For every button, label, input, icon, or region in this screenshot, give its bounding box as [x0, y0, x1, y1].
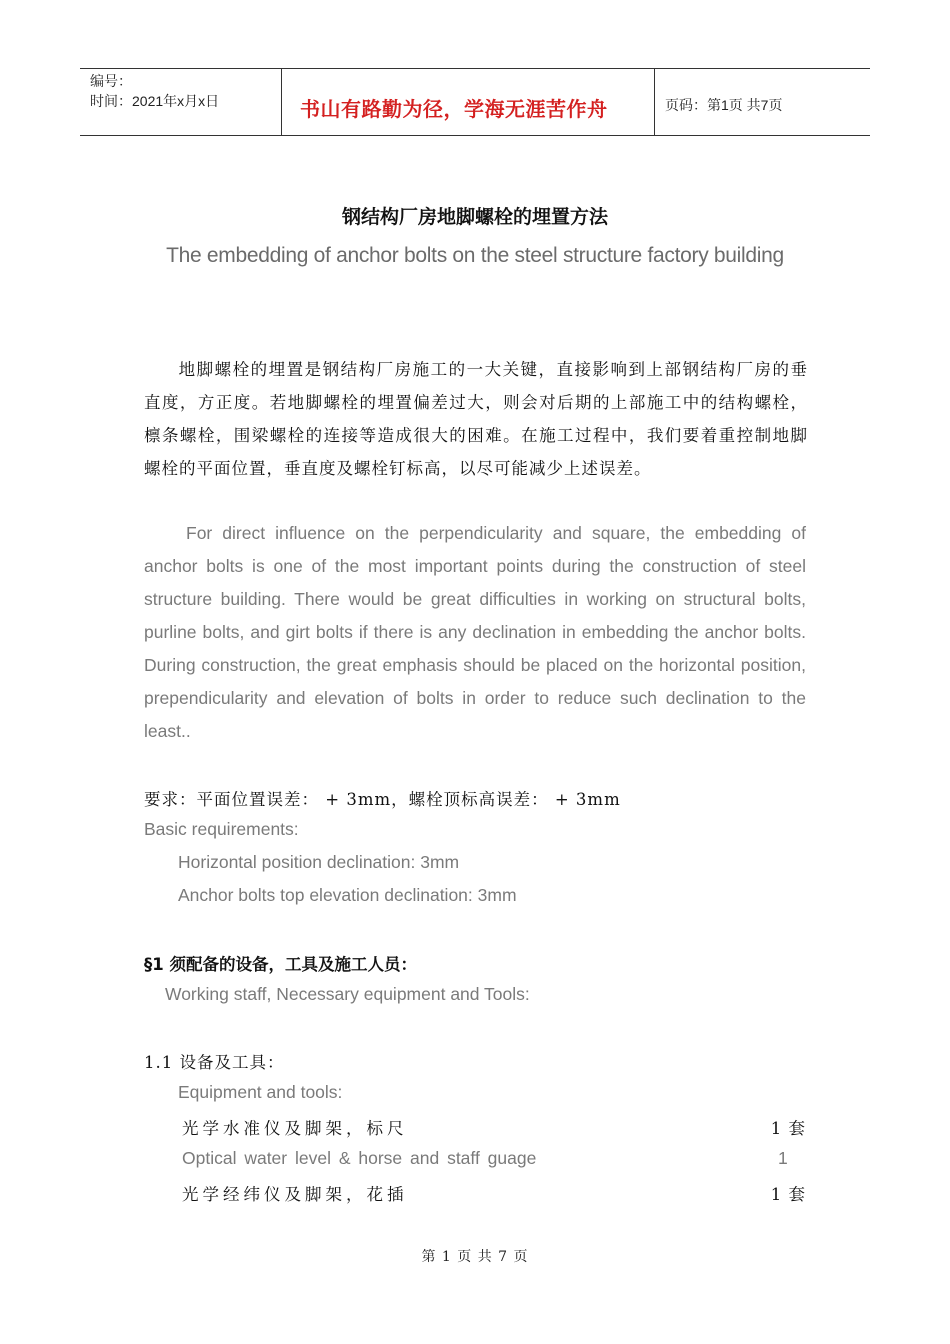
equipment-item-qty: 1: [778, 1148, 788, 1168]
number-label: 编号：: [90, 73, 132, 89]
intro-paragraph-cn: 地脚螺栓的埋置是钢结构厂房施工的一大关键，直接影响到上部钢结构厂房的垂直度，方正度。若地脚螺栓的埋置偏差过大，则会对后期的上部施工中的结构螺栓，檩条螺栓，围梁螺栓的连接等造成很大的困难。在施工过程中，我们要着重控制地脚螺栓的平面位置，垂直度及螺栓钉标高，以尽可能减少上述误差。: [144, 360, 808, 478]
intro-paragraph-en: For direct influence on the perpendicularity and square, the embedding of anchor bolts is one of the most important points during the construction of steel structure building. There would be great difficulties in working on structural bolts, purline bolts, and girt bolts if there is any declination in embedding the anchor bolts. During construction, the great emphasis should be placed on the horizontal position, prependicularity and elevation of bolts in order to reduce such declination to the least..: [144, 523, 806, 741]
page-info: 页码：第1页 共7页: [665, 97, 783, 113]
requirement-item: Anchor bolts top elevation declination: 3mm: [178, 885, 517, 905]
motto-text: 书山有路勤为径，学海无涯苦作舟: [300, 97, 608, 121]
equipment-item-name: 光学经纬仪及脚架，花插: [182, 1185, 408, 1204]
document-title-en: The embedding of anchor bolts on the steel structure factory building: [166, 244, 784, 267]
section-1-title-cn: §1 须配备的设备，工具及施工人员：: [144, 955, 417, 974]
equipment-item-qty: 1 套: [770, 1185, 806, 1204]
requirements-cn: 要求：平面位置误差： + 3mm，螺栓顶标高误差： + 3mm: [144, 790, 621, 809]
header-left-cell: [80, 69, 280, 135]
section-1-title-en: Working staff, Necessary equipment and Tools:: [165, 984, 530, 1004]
page-header: [80, 68, 870, 136]
time-label: 时间：2021年x月x日: [90, 93, 220, 109]
subsection-1-1-title-en: Equipment and tools:: [178, 1082, 343, 1102]
header-motto-cell: [281, 69, 655, 135]
requirement-item: Horizontal position declination: 3mm: [178, 852, 460, 872]
equipment-item-name: Optical water level & horse and staff guage: [182, 1148, 537, 1168]
equipment-item-name: 光学水准仪及脚架，标尺: [182, 1119, 408, 1138]
header-page-cell: [663, 69, 868, 135]
page-footer: 第 1 页 共 7 页: [421, 1249, 529, 1265]
document-title-cn: 钢结构厂房地脚螺栓的埋置方法: [341, 206, 608, 228]
equipment-item-qty: 1 套: [770, 1119, 806, 1138]
requirements-en-title: Basic requirements:: [144, 819, 299, 839]
subsection-1-1-title-cn: 1.1 设备及工具：: [144, 1053, 285, 1072]
